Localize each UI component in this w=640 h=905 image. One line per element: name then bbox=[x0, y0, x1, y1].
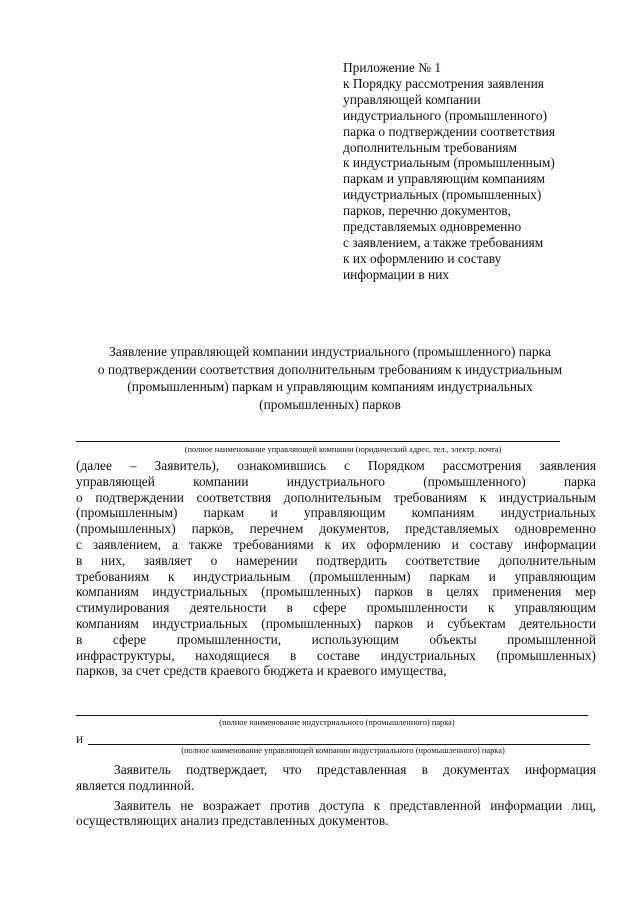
title-line: Заявление управляющей компании индустриального (промышленного) парка bbox=[109, 344, 551, 359]
consent-line-2: осуществляющих анализ представленных документов. bbox=[76, 813, 389, 829]
body-line: с заявлением, а также требованиями к их оформлению и составу информации bbox=[76, 536, 596, 552]
company-name-fill-line-2 bbox=[88, 744, 590, 745]
company-name-caption: (полное наименование управляющей компании (юридический адрес, тел., электр. почта) bbox=[184, 445, 502, 454]
confirmation-line-1: Заявитель подтверждает, что представленная в документах информация bbox=[114, 762, 596, 777]
title-line: (промышленным) паркам и управляющим компаниям индустриальных bbox=[127, 379, 533, 395]
company-name-caption-2: (полное наименование управляющей компании индустриального (промышленного) парка) bbox=[181, 746, 505, 755]
body-line: в сфере промышленности, использующим объекты промышленной bbox=[76, 631, 596, 647]
body-line: компаниям индустриальных (промышленных) парков и субъектам деятельности bbox=[76, 615, 596, 631]
park-name-caption: (полное наименование индустриального (промышленного) парка) bbox=[219, 718, 455, 727]
body-line: компаниям индустриальных (промышленных) парков в целях применения мер bbox=[76, 584, 596, 600]
annex-line: индустриальных (промышленных) bbox=[343, 187, 542, 203]
annex-line: к их оформлению и составу bbox=[343, 250, 502, 266]
body-line: (промышленным) паркам и управляющим компаниям индустриальных bbox=[76, 505, 596, 521]
closing-paragraphs bbox=[76, 762, 596, 829]
annex-line: паркам и управляющим компаниям bbox=[343, 171, 545, 187]
application-body bbox=[76, 458, 596, 679]
annex-line: дополнительным требованиям bbox=[343, 139, 517, 155]
annex-line: управляющей компании bbox=[343, 91, 481, 107]
title-line: (промышленных) парков bbox=[259, 396, 401, 412]
body-line-last: парков, за счет средств краевого бюджета и краевого имущества, bbox=[76, 663, 447, 679]
annex-line: представляемых одновременно bbox=[343, 219, 522, 235]
confirmation-line-2: является подлинной. bbox=[76, 777, 195, 793]
conjunction-and: и bbox=[76, 731, 84, 746]
annex-header bbox=[343, 60, 603, 283]
body-line: в них, заявляет о намерении подтвердить соответствие дополнительным bbox=[76, 552, 596, 568]
annex-line: к Порядку рассмотрения заявления bbox=[343, 75, 544, 91]
consent-line-1: Заявитель не возражает против доступа к представленной информации лиц, bbox=[114, 797, 596, 813]
body-line: управляющей компании индустриального (промышленного) парка bbox=[76, 473, 596, 489]
annex-line: парков, перечню документов, bbox=[343, 203, 511, 219]
body-line: (далее – Заявитель), ознакомившись с Порядком рассмотрения заявления bbox=[76, 458, 596, 473]
annex-line: информации в них bbox=[343, 266, 450, 282]
body-line: (промышленных) парков, перечнем документов, представляемых одновременно bbox=[76, 521, 596, 537]
park-name-fill-line bbox=[76, 715, 588, 716]
annex-line: индустриального (промышленного) bbox=[343, 107, 548, 123]
body-line: требованиям к индустриальным (промышленным) паркам и управляющим bbox=[76, 568, 596, 584]
document-title bbox=[60, 343, 600, 413]
annex-line: парка о подтверждении соответствия bbox=[343, 123, 555, 139]
body-line: о подтверждении соответствия дополнительным требованиям к индустриальным bbox=[76, 489, 596, 505]
company-name-fill-line bbox=[76, 441, 560, 442]
annex-line: к индустриальным (промышленным) bbox=[343, 155, 555, 171]
annex-line: с заявлением, а также требованиям bbox=[343, 234, 544, 250]
body-line: стимулирования деятельности в сфере промышленности к управляющим bbox=[76, 600, 596, 616]
body-line: инфраструктуры, находящиеся в составе индустриальных (промышленных) bbox=[76, 647, 596, 663]
title-line: о подтверждении соответствия дополнительным требованиям к индустриальным bbox=[97, 361, 563, 377]
annex-line: Приложение № 1 bbox=[343, 60, 442, 75]
